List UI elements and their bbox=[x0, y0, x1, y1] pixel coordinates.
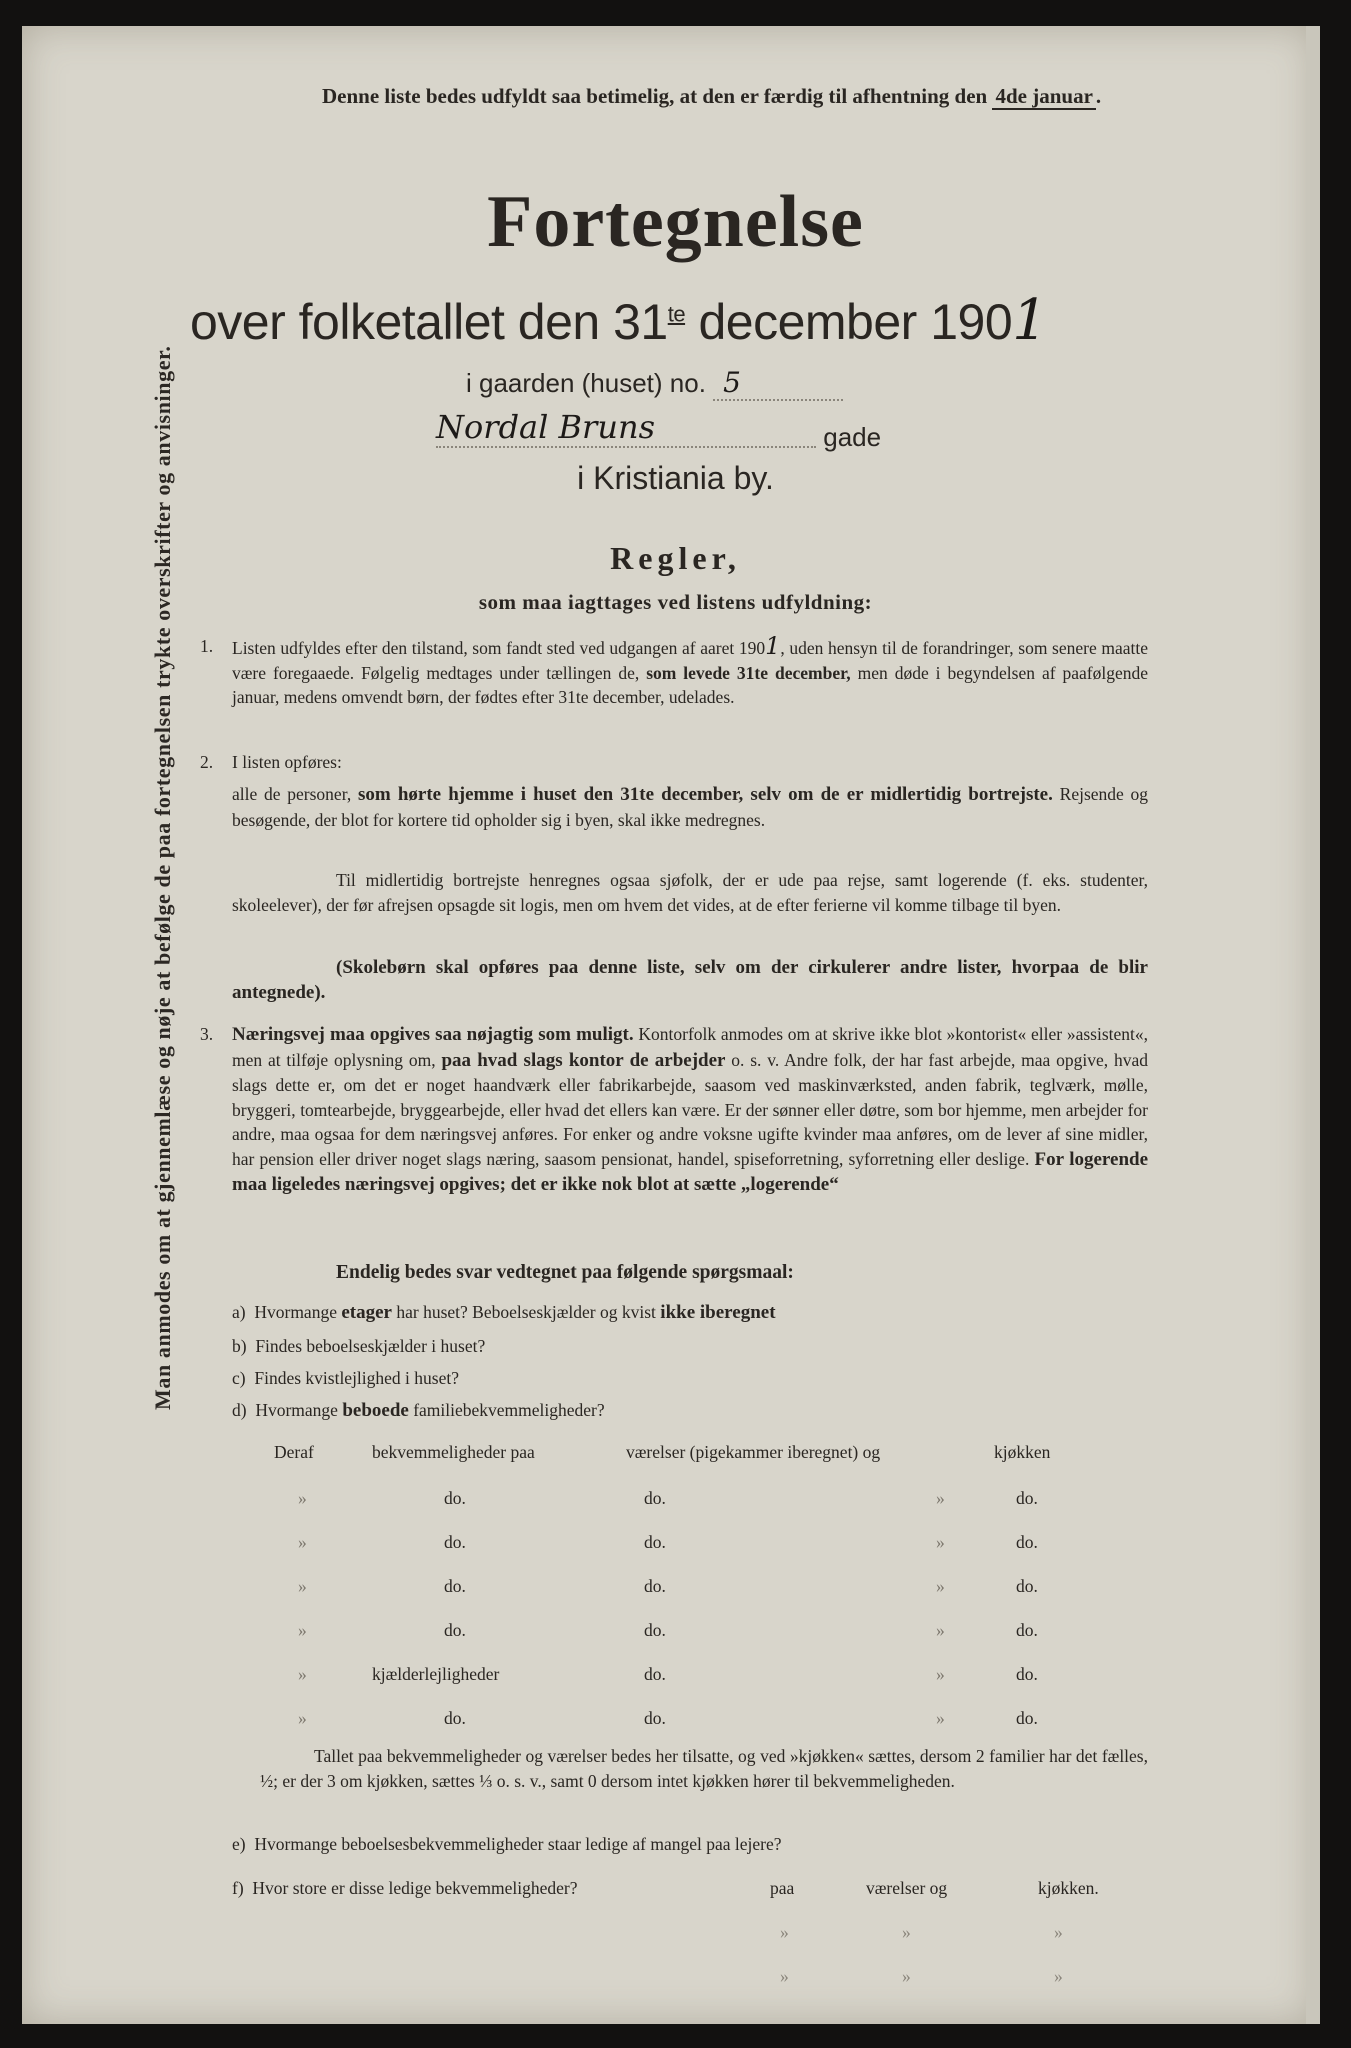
header-kjokken: kjøkken bbox=[994, 1442, 1051, 1462]
row-rooms: do. bbox=[644, 1576, 666, 1596]
f-row-quote-b: » bbox=[902, 1966, 911, 1986]
question-d-text-2: familiebekvemmeligheder? bbox=[413, 1400, 605, 1420]
f-row-quote-c: » bbox=[1054, 1922, 1063, 1942]
question-c-text: Findes kvistlejlighed i huset? bbox=[254, 1368, 459, 1388]
rule-1-text-b: , uden hensyn til de forandringer, som senere maatte være foregaaede. Følgelig medtages under tællingen de, bbox=[232, 638, 1148, 683]
rule-2-bold: som hørte hjemme i huset den 31te december, selv om de er midlertidig bortrejste. bbox=[357, 784, 1053, 805]
question-f bbox=[232, 1878, 1232, 1900]
table-row bbox=[0, 1576, 1351, 1620]
row-quote: » bbox=[298, 1620, 307, 1640]
question-a-text-2: har huset? Beboelseskjælder og kvist bbox=[396, 1302, 656, 1322]
table-row bbox=[0, 1620, 1351, 1664]
question-c bbox=[232, 1368, 459, 1389]
rule-3-number: 3. bbox=[200, 1024, 214, 1044]
subtitle-text: over folketallet den 31 bbox=[190, 294, 668, 350]
question-c-label: c) bbox=[232, 1368, 246, 1388]
row-floor: kjælderlejligheder bbox=[372, 1664, 500, 1684]
row-kitchen: do. bbox=[1016, 1620, 1038, 1640]
street-suffix: gade bbox=[823, 422, 882, 452]
question-a-bold-2: ikke iberegnet bbox=[660, 1302, 776, 1323]
table-row bbox=[0, 1488, 1351, 1532]
f-row-quote-c: » bbox=[1054, 1966, 1063, 1986]
rule-1-hand-year: 1 bbox=[765, 632, 781, 660]
question-a-bold: etager bbox=[341, 1302, 392, 1323]
row-rooms: do. bbox=[644, 1488, 666, 1508]
house-line bbox=[466, 366, 843, 401]
question-e bbox=[232, 1834, 782, 1855]
question-d-bold: beboede bbox=[342, 1400, 409, 1421]
rule-1-number: 1. bbox=[200, 636, 214, 656]
rule-3-bold-1: Næringsvej maa opgives saa nøjagtig som muligt. bbox=[232, 1024, 634, 1045]
question-a-label: a) bbox=[232, 1302, 246, 1322]
rule-1-bold: som levede 31te december, bbox=[646, 662, 851, 683]
row-floor: do. bbox=[444, 1488, 466, 1508]
rules-subheading: som maa iagttages ved listens udfyldning: bbox=[478, 590, 873, 614]
row-quote-2: » bbox=[936, 1488, 945, 1508]
rule-2-intro: I listen opføres: bbox=[232, 752, 342, 772]
rule-2-body bbox=[232, 782, 1148, 832]
table-note: Tallet paa bekvemmeligheder og værelser bedes her tilsatte, og ved »kjøkken« sættes, dersom 2 familier har det fælles, ½; er der 3 om kjøkken, sættes ⅓ o. s. v., samt 0 dersom intet kjøkken hører til bekvemmeligheden. bbox=[260, 1746, 1148, 1791]
row-rooms: do. bbox=[644, 1532, 666, 1552]
table-row bbox=[0, 1966, 1351, 2010]
handwritten-year: 1 bbox=[1012, 288, 1048, 353]
side-instruction: Man anmodes om at gjennemlæse og nøje at befølge de paa fortegnelsen trykte overskrifter og anvisninger. bbox=[150, 345, 175, 1410]
header-deraf: Deraf bbox=[274, 1442, 314, 1462]
question-e-text: Hvormange beboelsesbekvemmeligheder staar ledige af mangel paa lejere? bbox=[254, 1834, 782, 1854]
page-title: Fortegnelse bbox=[487, 181, 864, 263]
row-kitchen: do. bbox=[1016, 1532, 1038, 1552]
rule-3-bold-2: paa hvad slags kontor de arbejder bbox=[441, 1049, 726, 1071]
notice-date: 4de januar bbox=[992, 84, 1095, 110]
row-quote-2: » bbox=[936, 1576, 945, 1596]
subtitle-sup: te bbox=[667, 301, 686, 327]
house-label: i gaarden (huset) no. bbox=[466, 368, 706, 398]
question-d-label: d) bbox=[232, 1400, 247, 1420]
row-kitchen: do. bbox=[1016, 1708, 1038, 1728]
row-quote-2: » bbox=[936, 1532, 945, 1552]
row-quote: » bbox=[298, 1532, 307, 1552]
row-floor: do. bbox=[444, 1620, 466, 1640]
question-f-text: Hvor store er disse ledige bekvemmeligheder? bbox=[252, 1878, 578, 1898]
question-f-paa: paa bbox=[770, 1878, 795, 1898]
rule-2-para-3: (Skolebørn skal opføres paa denne liste, selv om der cirkulerer andre lister, hvorpaa de blir antegnede). bbox=[232, 957, 1148, 1003]
rule-3-body bbox=[232, 1022, 1148, 1198]
question-f-kjokken: kjøkken. bbox=[1038, 1878, 1099, 1898]
row-floor: do. bbox=[444, 1708, 466, 1728]
dwelling-table bbox=[0, 1488, 1351, 1752]
row-quote-2: » bbox=[936, 1620, 945, 1640]
row-kitchen: do. bbox=[1016, 1488, 1038, 1508]
rule-2-number: 2. bbox=[200, 752, 214, 772]
question-d bbox=[232, 1400, 605, 1422]
census-subtitle bbox=[190, 288, 1047, 353]
question-f-label: f) bbox=[232, 1878, 244, 1898]
f-row-quote-a: » bbox=[780, 1966, 789, 1986]
rule-3-text-b: o. s. v. Andre folk, der har fast arbejde, maa opgive, hvad slags dette er, om det er noget haandværk eller fabrikarbejde, saasom ved maskinværksted, anden fabrik, teglværk, mølle, bryggeri, tomtearbejde, bryggearbejde, eller hvad det ellers kan være. Er der sønner eller døtre, som bor hjemme, men arbejder for andre, maa ogsaa for dem næringsvej anføres. For enker og andre voksne ugifte kvinder maa anføres, om de lever af sine midler, har pension eller driver noget slags næring, saasom pensionat, handel, spiseforretning, syforretning eller deslige. bbox=[232, 1049, 1148, 1169]
question-b bbox=[232, 1336, 485, 1357]
rule-3-text-a: Kontorfolk anmodes om at skrive ikke blot »kontorist« eller »assistent«, men at tilføje oplysning om, bbox=[232, 1024, 1148, 1070]
row-floor: do. bbox=[444, 1532, 466, 1552]
rules-heading: Regler, bbox=[610, 540, 741, 576]
question-b-label: b) bbox=[232, 1336, 247, 1356]
question-f-vaerelser: værelser og bbox=[866, 1878, 948, 1898]
question-f-rows bbox=[0, 1922, 1351, 2010]
notice-text: Denne liste bedes udfyldt saa betimelig, at den er færdig til afhentning den bbox=[322, 84, 988, 108]
question-b-text: Findes beboelseskjælder i huset? bbox=[255, 1336, 486, 1356]
row-rooms: do. bbox=[644, 1664, 666, 1684]
row-kitchen: do. bbox=[1016, 1576, 1038, 1596]
row-quote-2: » bbox=[936, 1664, 945, 1684]
f-row-quote-a: » bbox=[780, 1922, 789, 1942]
table-row bbox=[0, 1664, 1351, 1708]
subtitle-rest: december 190 bbox=[698, 294, 1013, 350]
rule-1 bbox=[232, 634, 1148, 710]
table-row bbox=[0, 1532, 1351, 1576]
row-quote: » bbox=[298, 1488, 307, 1508]
pickup-notice bbox=[322, 80, 1142, 112]
row-quote: » bbox=[298, 1576, 307, 1596]
table-row bbox=[0, 1922, 1351, 1966]
row-rooms: do. bbox=[644, 1708, 666, 1728]
notice-end: . bbox=[1095, 84, 1102, 108]
house-number-field: 5 bbox=[713, 366, 843, 401]
rule-2-para-2: Til midlertidig bortrejste henregnes ogsaa sjøfolk, der er ude paa rejse, samt logerende (f. eks. studenter, skoleelever), der før afrejsen opsagde sit logis, men om hvem det vides, at de efter ferierne vil komme tilbage til byen. bbox=[232, 870, 1148, 915]
f-row-quote-b: » bbox=[902, 1922, 911, 1942]
rule-2-text-a: alle de personer, bbox=[232, 784, 352, 804]
question-d-text-1: Hvormange bbox=[255, 1400, 338, 1420]
street-line bbox=[436, 408, 882, 453]
row-kitchen: do. bbox=[1016, 1664, 1038, 1684]
row-rooms: do. bbox=[644, 1620, 666, 1640]
row-floor: do. bbox=[444, 1576, 466, 1596]
row-quote-2: » bbox=[936, 1708, 945, 1728]
questions-heading: Endelig bedes svar vedtegnet paa følgende spørgsmaal: bbox=[336, 1262, 794, 1283]
city-line: i Kristiania by. bbox=[577, 460, 774, 496]
rule-2-text-b: Rejsende og besøgende, der blot for kortere tid opholder sig i byen, skal ikke medregnes. bbox=[232, 784, 1149, 830]
question-a-text-1: Hvormange bbox=[254, 1302, 337, 1322]
row-quote: » bbox=[298, 1708, 307, 1728]
question-a bbox=[232, 1302, 776, 1324]
question-e-label: e) bbox=[232, 1834, 246, 1854]
header-bekvemmeligheder: bekvemmeligheder paa bbox=[372, 1442, 535, 1462]
rule-1-text-a: Listen udfyldes efter den tilstand, som fandt sted ved udgangen af aaret 190 bbox=[232, 638, 766, 658]
street-field: Nordal Bruns bbox=[436, 408, 816, 448]
rule-1-text-c: men døde i begyndelsen af paafølgende januar, medens omvendt børn, der fødtes efter 31te december, udelades. bbox=[232, 662, 1149, 707]
row-quote: » bbox=[298, 1664, 307, 1684]
header-vaerelser: værelser (pigekammer iberegnet) og bbox=[626, 1442, 881, 1462]
dwelling-table-header bbox=[0, 1442, 1351, 1464]
rule-3-bold-3: For logerende maa ligeledes næringsvej opgives; det er ikke nok blot at sætte „logerende“ bbox=[232, 1148, 1149, 1195]
